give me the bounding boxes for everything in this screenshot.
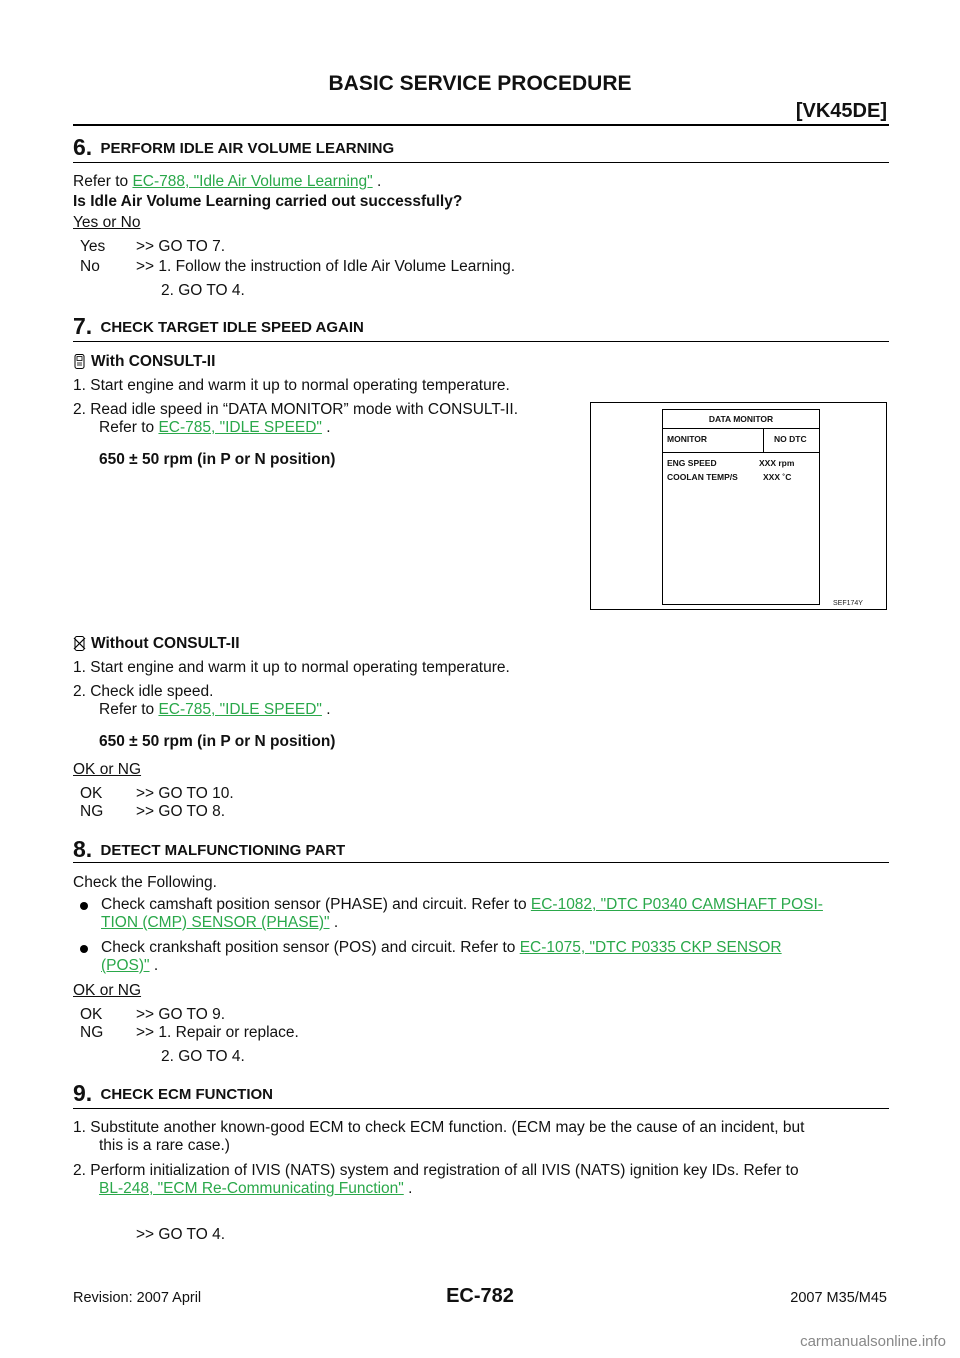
choice-label: OK or NG (73, 982, 142, 999)
result-ng-sub: 2. GO TO 4. (161, 1048, 245, 1065)
idle-speed-spec: 650 ± 50 rpm (in P or N position) (99, 451, 336, 468)
figure-divider (662, 428, 820, 429)
result-no-sub: 2. GO TO 4. (161, 282, 245, 299)
step-title: DETECT MALFUNCTIONING PART (100, 842, 346, 859)
revision-date: Revision: 2007 April (73, 1290, 202, 1306)
result-no: No >> 1. Follow the instruction of Idle Air Volume Learning. (80, 258, 516, 275)
idle-air-volume-learning-link[interactable]: EC-788, "Idle Air Volume Learning" (132, 173, 373, 190)
figure-col-nodtc: NO DTC (774, 434, 807, 444)
page-number: EC-782 (446, 1285, 514, 1307)
without-step-1: 1. Start engine and warm it up to normal operating temperature. (73, 659, 510, 676)
figure-col-monitor: MONITOR (667, 434, 707, 444)
ckp-sensor-link-cont[interactable]: (POS)" (101, 957, 150, 974)
step-number: 8. (73, 836, 93, 862)
without-step-2: 2. Check idle speed. (73, 683, 214, 700)
choice-label: OK or NG (73, 761, 142, 778)
result-ng: NG >> 1. Repair or replace. (80, 1024, 299, 1041)
step-7-heading (73, 313, 889, 340)
step-9-substitute-cont: this is a rare case.) (99, 1137, 230, 1154)
choice-label: Yes or No (73, 214, 141, 231)
step-title: PERFORM IDLE AIR VOLUME LEARNING (100, 140, 395, 157)
idle-speed-link[interactable]: EC-785, "IDLE SPEED" (158, 701, 322, 718)
check-cmp-sensor: Check camshaft position sensor (PHASE) and circuit. Refer to EC-1082, "DTC P0340 CAMSHAFT POSI- (101, 896, 823, 913)
step-number: 9. (73, 1080, 93, 1106)
check-ckp-sensor-cont: (POS)" . (101, 957, 159, 974)
figure-code: SEF174Y (833, 600, 863, 607)
vehicle-model: 2007 M35/M45 (790, 1290, 887, 1306)
with-step-2: 2. Read idle speed in “DATA MONITOR” mode with CONSULT-II. (73, 401, 519, 418)
step-9-initialize: 2. Perform initialization of IVIS (NATS) system and registration of all IVIS (NATS) ignition key IDs. Refer to (73, 1162, 799, 1179)
check-ckp-sensor: Check crankshaft position sensor (POS) and circuit. Refer to EC-1075, "DTC P0335 CKP SENSOR (101, 939, 782, 956)
bullet-icon (80, 945, 88, 953)
step-9-heading (73, 1080, 889, 1107)
check-cmp-sensor-cont: TION (CMP) SENSOR (PHASE)" . (101, 914, 339, 931)
result-ok: OK >> GO TO 10. (80, 785, 234, 802)
step-title: CHECK TARGET IDLE SPEED AGAIN (100, 319, 364, 336)
figure-title: DATA MONITOR (708, 414, 774, 424)
figure-divider (662, 452, 820, 453)
cmp-sensor-link[interactable]: EC-1082, "DTC P0340 CAMSHAFT POSI- (530, 896, 823, 913)
with-consult-label: With CONSULT-II (73, 352, 215, 372)
figure-row2-value: XXX ˚C (763, 472, 792, 482)
step-6-heading (73, 134, 889, 161)
step-divider (73, 162, 889, 163)
idle-speed-spec: 650 ± 50 rpm (in P or N position) (99, 733, 336, 750)
figure-row1-label: ENG SPEED (667, 458, 717, 468)
ecm-recommunicating-link[interactable]: BL-248, "ECM Re-Communicating Function" (99, 1180, 404, 1197)
result-ok: OK >> GO TO 9. (80, 1006, 226, 1023)
step-6-refer: Refer to EC-788, "Idle Air Volume Learning" . (73, 173, 382, 190)
consult-device-icon (73, 354, 86, 369)
without-consult-label: Without CONSULT-II (73, 634, 240, 654)
idle-speed-link[interactable]: EC-785, "IDLE SPEED" (158, 419, 322, 436)
bullet-icon (80, 902, 88, 910)
step-9-goto: >> GO TO 4. (136, 1226, 226, 1243)
step-6-question: Is Idle Air Volume Learning carried out successfully? (73, 193, 463, 210)
result-ng: NG >> GO TO 8. (80, 803, 226, 820)
header-divider (73, 124, 889, 126)
watermark: carmanualsonline.info (800, 1333, 946, 1350)
step-divider (73, 1108, 889, 1109)
figure-row2-label: COOLAN TEMP/S (667, 472, 738, 482)
no-consult-icon (73, 636, 86, 651)
step-8-heading (73, 836, 889, 863)
step-number: 7. (73, 313, 93, 339)
step-divider (73, 341, 889, 342)
with-step-1: 1. Start engine and warm it up to normal operating temperature. (73, 377, 510, 394)
engine-code: [VK45DE] (795, 100, 887, 122)
with-step-2-refer: Refer to EC-785, "IDLE SPEED" . (99, 419, 331, 436)
figure-row1-value: XXX rpm (759, 458, 795, 468)
step-title: CHECK ECM FUNCTION (100, 1086, 273, 1103)
result-yes: Yes >> GO TO 7. (80, 238, 226, 255)
step-8-intro: Check the Following. (73, 874, 217, 891)
ckp-sensor-link[interactable]: EC-1075, "DTC P0335 CKP SENSOR (519, 939, 782, 956)
step-9-initialize-refer: BL-248, "ECM Re-Communicating Function" . (99, 1180, 413, 1197)
step-number: 6. (73, 134, 93, 160)
without-step-2-refer: Refer to EC-785, "IDLE SPEED" . (99, 701, 331, 718)
figure-col-divider (763, 428, 764, 452)
cmp-sensor-link-cont[interactable]: TION (CMP) SENSOR (PHASE)" (101, 914, 330, 931)
page-title: BASIC SERVICE PROCEDURE (328, 72, 632, 95)
step-9-substitute: 1. Substitute another known-good ECM to check ECM function. (ECM may be the cause of an incident, but (73, 1119, 805, 1136)
step-divider (73, 862, 889, 863)
